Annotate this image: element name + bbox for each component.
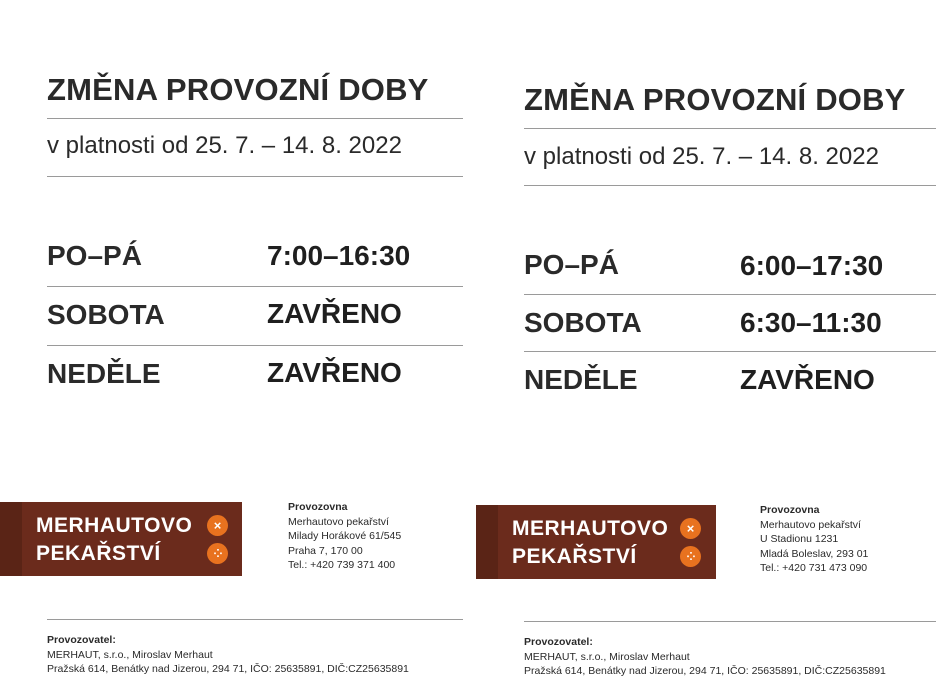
operator-info [47, 633, 409, 677]
hours-time: ZAVŘENO [267, 298, 402, 329]
validity-text: v platnosti od 25. 7. – 14. 8. 2022 [524, 143, 879, 170]
bakery-logo [476, 505, 716, 579]
logo-stripe [476, 505, 498, 579]
operator-name: MERHAUT, s.r.o., Miroslav Merhaut [47, 648, 213, 661]
hours-time: ZAVŘENO [740, 364, 875, 395]
logo-line1: MERHAUTOVO [512, 517, 669, 540]
operator-address: Pražská 614, Benátky nad Jizerou, 294 71, IČO: 25635891, DIČ:CZ25635891 [524, 665, 886, 677]
shop-info [760, 503, 868, 576]
hours-day: SOBOTA [47, 299, 165, 330]
logo-stripe [0, 502, 22, 576]
operator-heading: Provozovatel: [524, 636, 593, 648]
operator-info [524, 635, 886, 679]
divider [47, 286, 463, 287]
hours-time: 6:30–11:30 [740, 307, 882, 338]
logo-line1: MERHAUTOVO [36, 514, 193, 537]
poster-title: ZMĚNA PROVOZNÍ DOBY [47, 72, 429, 107]
shop-street: Milady Horákové 61/545 [288, 530, 402, 542]
divider [47, 118, 463, 119]
shop-phone: Tel.: +420 739 371 400 [288, 559, 396, 571]
bakery-logo [0, 502, 242, 576]
divider [524, 294, 936, 295]
cross-icon: × [680, 518, 701, 539]
divider [524, 351, 936, 352]
shop-info [288, 500, 401, 573]
hours-time: ZAVŘENO [267, 357, 402, 388]
shop-phone: Tel.: +420 731 473 090 [760, 562, 868, 574]
operator-heading: Provozovatel: [47, 634, 116, 646]
hours-day: NEDĚLE [47, 358, 161, 389]
poster-mlada-boleslav [476, 0, 940, 696]
shop-city: Praha 7, 170 00 [288, 544, 363, 557]
shop-street: U Stadionu 1231 [760, 533, 839, 545]
validity-text: v platnosti od 25. 7. – 14. 8. 2022 [47, 132, 402, 159]
hours-time: 6:00–17:30 [740, 250, 884, 281]
operator-name: MERHAUT, s.r.o., Miroslav Merhaut [524, 650, 690, 663]
divider [47, 176, 463, 177]
hours-day: PO–PÁ [47, 240, 142, 271]
shop-name: Merhautovo pekařství [760, 518, 861, 531]
divider [47, 619, 463, 620]
shop-heading: Provozovna [760, 504, 820, 516]
logo-line2: PEKAŘSTVÍ [512, 545, 637, 568]
shop-name: Merhautovo pekařství [288, 515, 389, 528]
hours-day: PO–PÁ [524, 249, 619, 280]
divider [524, 621, 936, 622]
hours-time: 7:00–16:30 [267, 240, 411, 271]
divider [524, 185, 936, 186]
hours-day: NEDĚLE [524, 364, 638, 395]
shop-heading: Provozovna [288, 501, 348, 513]
cross-icon: × [207, 515, 228, 536]
logo-line2: PEKAŘSTVÍ [36, 542, 161, 565]
shop-city: Mladá Boleslav, 293 01 [760, 547, 869, 560]
divider [47, 345, 463, 346]
dots-icon: ⁘ [207, 543, 228, 564]
dots-icon: ⁘ [680, 546, 701, 567]
divider [524, 128, 936, 129]
hours-day: SOBOTA [524, 307, 642, 338]
operator-address: Pražská 614, Benátky nad Jizerou, 294 71, IČO: 25635891, DIČ:CZ25635891 [47, 663, 409, 675]
poster-title: ZMĚNA PROVOZNÍ DOBY [524, 82, 906, 117]
